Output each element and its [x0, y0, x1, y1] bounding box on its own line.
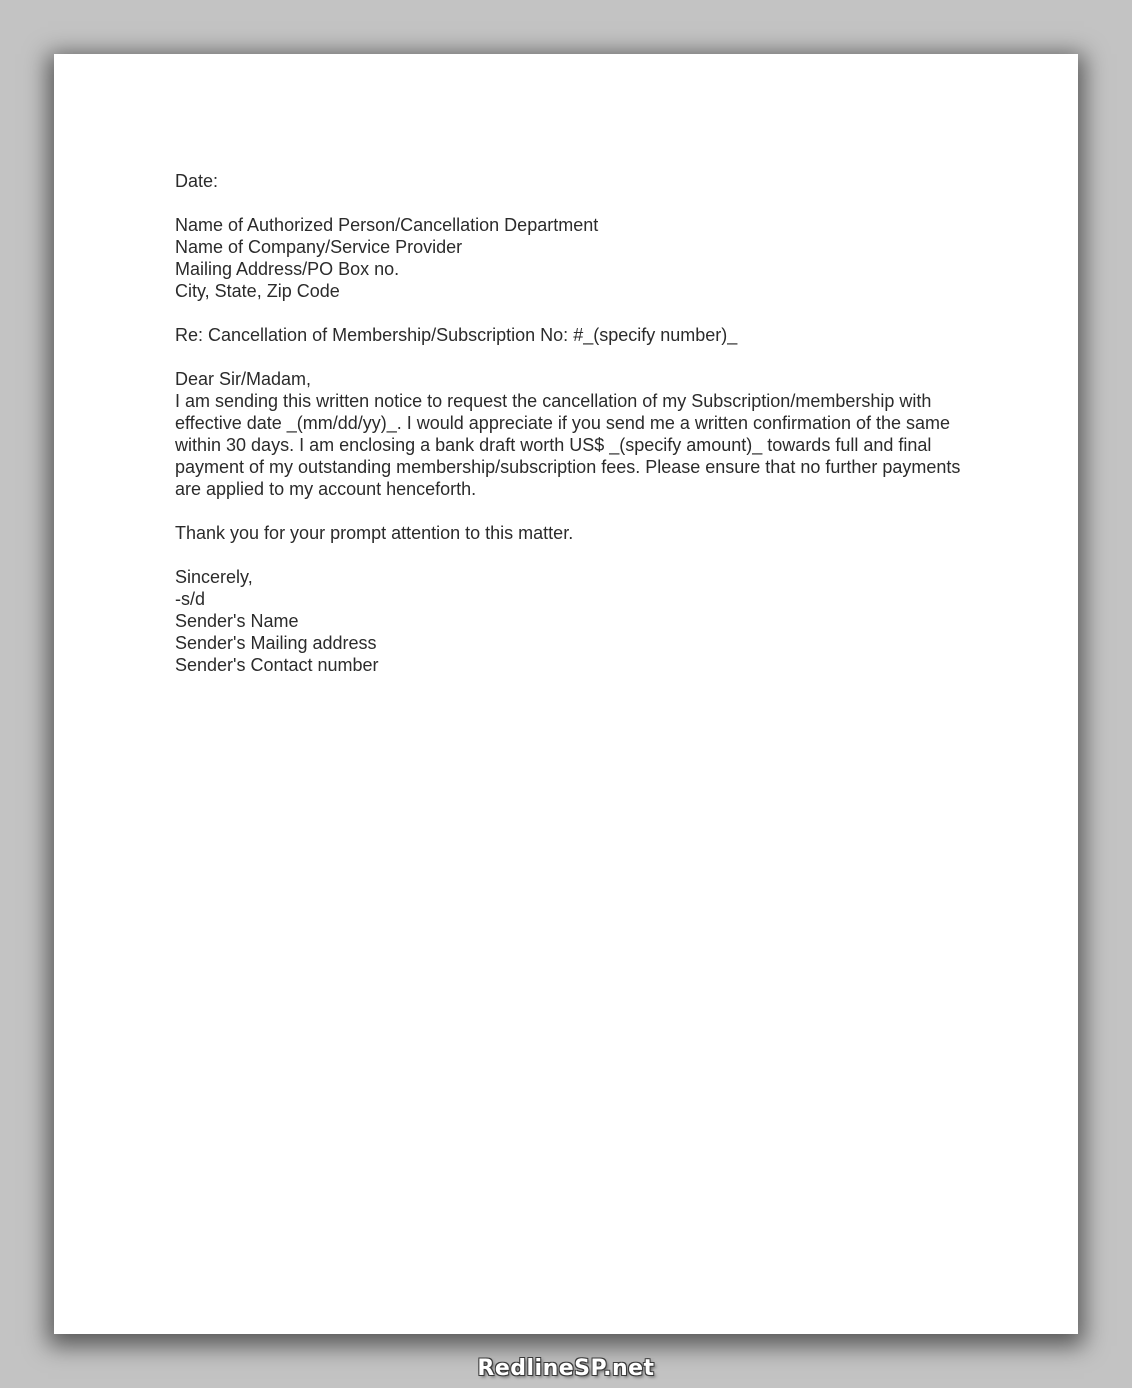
spacer: [175, 544, 965, 566]
watermark: RedlineSP.net: [477, 1356, 655, 1381]
sender-name: Sender's Name: [175, 611, 299, 631]
letter-body: [175, 170, 965, 676]
sender-contact: Sender's Contact number: [175, 655, 379, 675]
thanks-line: Thank you for your prompt attention to this matter.: [175, 523, 574, 543]
document-page: [54, 54, 1078, 1334]
body-paragraph: I am sending this written notice to request the cancellation of my Subscription/membership with effective date _(mm/dd/yy)_. I would appreciate if you send me a written confirmation of the same within 30 days. I am enclosing a bank draft worth US$ _(specify amount)_ towards full and final payment of my outstanding membership/subscription fees. Please ensure that no further payments are applied to my account henceforth.: [175, 391, 961, 499]
salutation: Dear Sir/Madam,: [175, 369, 312, 389]
spacer: [175, 500, 965, 522]
recipient-line-2: Name of Company/Service Provider: [175, 237, 463, 257]
recipient-line-1: Name of Authorized Person/Cancellation Department: [175, 215, 599, 235]
spacer: [175, 192, 965, 214]
signature: -s/d: [175, 589, 206, 609]
closing: Sincerely,: [175, 567, 253, 587]
recipient-line-3: Mailing Address/PO Box no.: [175, 259, 400, 279]
spacer: [175, 302, 965, 324]
spacer: [175, 346, 965, 368]
sender-address: Sender's Mailing address: [175, 633, 377, 653]
recipient-line-4: City, State, Zip Code: [175, 281, 340, 301]
subject-line: Re: Cancellation of Membership/Subscription No: #_(specify number)_: [175, 325, 738, 345]
date-label: Date:: [175, 171, 219, 191]
